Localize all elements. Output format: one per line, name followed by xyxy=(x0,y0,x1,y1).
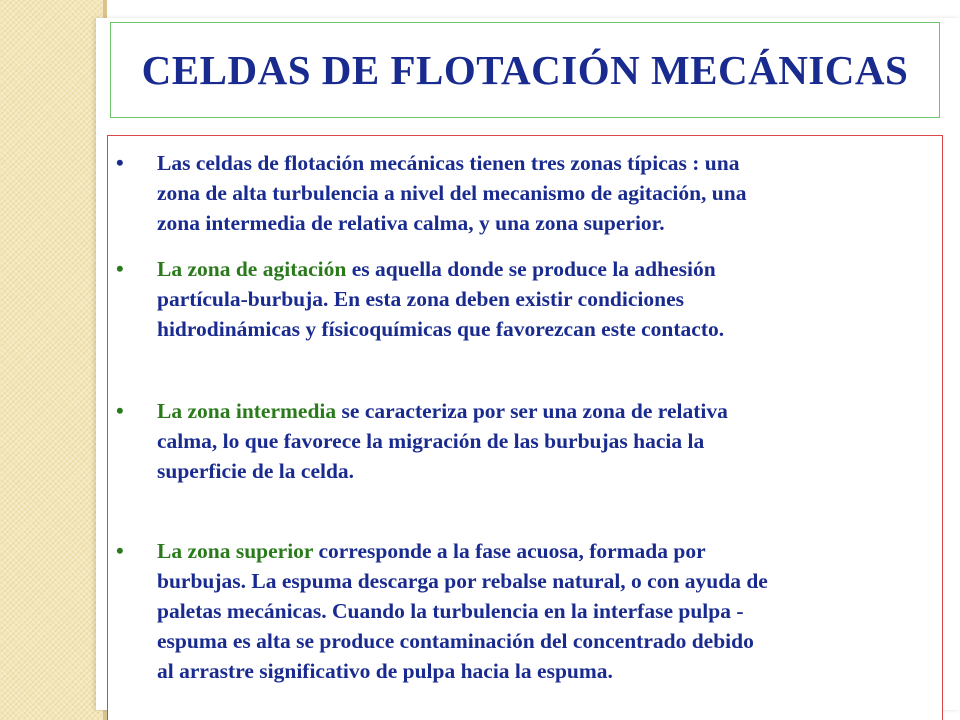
bullet-line: zona intermedia de relativa calma, y una zona superior. xyxy=(157,211,665,235)
bullet-line: al arrastre significativo de pulpa hacia la espuma. xyxy=(157,659,613,683)
bullet-line-rest: es aquella donde se produce la adhesión xyxy=(346,257,716,281)
bullet-line: zona de alta turbulencia a nivel del mecanismo de agitación, una xyxy=(157,181,747,205)
decorative-side-strip xyxy=(0,0,103,720)
bullet-marker: • xyxy=(116,538,124,563)
bullet-marker: • xyxy=(116,256,124,281)
title-box xyxy=(110,22,940,118)
bullet-line xyxy=(157,254,943,284)
bullet-line xyxy=(157,536,943,566)
bullet-marker: • xyxy=(116,398,124,423)
bullet-line: espuma es alta se produce contaminación del concentrado debido xyxy=(157,629,754,653)
bullet-line: superficie de la celda. xyxy=(157,459,355,483)
bullet-text xyxy=(157,536,943,686)
bullet-line: partícula-burbuja. En esta zona deben existir condiciones xyxy=(157,287,684,311)
bullet-line xyxy=(157,396,943,426)
bullet-marker: • xyxy=(116,150,124,175)
bullet-text xyxy=(157,148,943,238)
bullet-line: paletas mecánicas. Cuando la turbulencia en la interfase pulpa - xyxy=(157,599,744,623)
highlight-term: La zona intermedia xyxy=(157,399,337,423)
bullet-text xyxy=(157,396,943,486)
bullet-line: calma, lo que favorece la migración de las burbujas hacia la xyxy=(157,429,705,453)
bullet-line: hidrodinámicas y físicoquímicas que favorezcan este contacto. xyxy=(157,317,725,341)
bullet-line: burbujas. La espuma descarga por rebalse natural, o con ayuda de xyxy=(157,569,768,593)
bullet-text xyxy=(157,254,943,344)
bullet-line-rest: corresponde a la fase acuosa, formada por xyxy=(313,539,706,563)
slide-title: CELDAS DE FLOTACIÓN MECÁNICAS xyxy=(141,47,909,93)
highlight-term: La zona superior xyxy=(157,539,314,563)
content-box xyxy=(107,135,943,720)
bullet-line: Las celdas de flotación mecánicas tienen tres zonas típicas : una xyxy=(157,151,740,175)
bullet-line-rest: se caracteriza por ser una zona de relativa xyxy=(336,399,728,423)
highlight-term: La zona de agitación xyxy=(157,257,347,281)
